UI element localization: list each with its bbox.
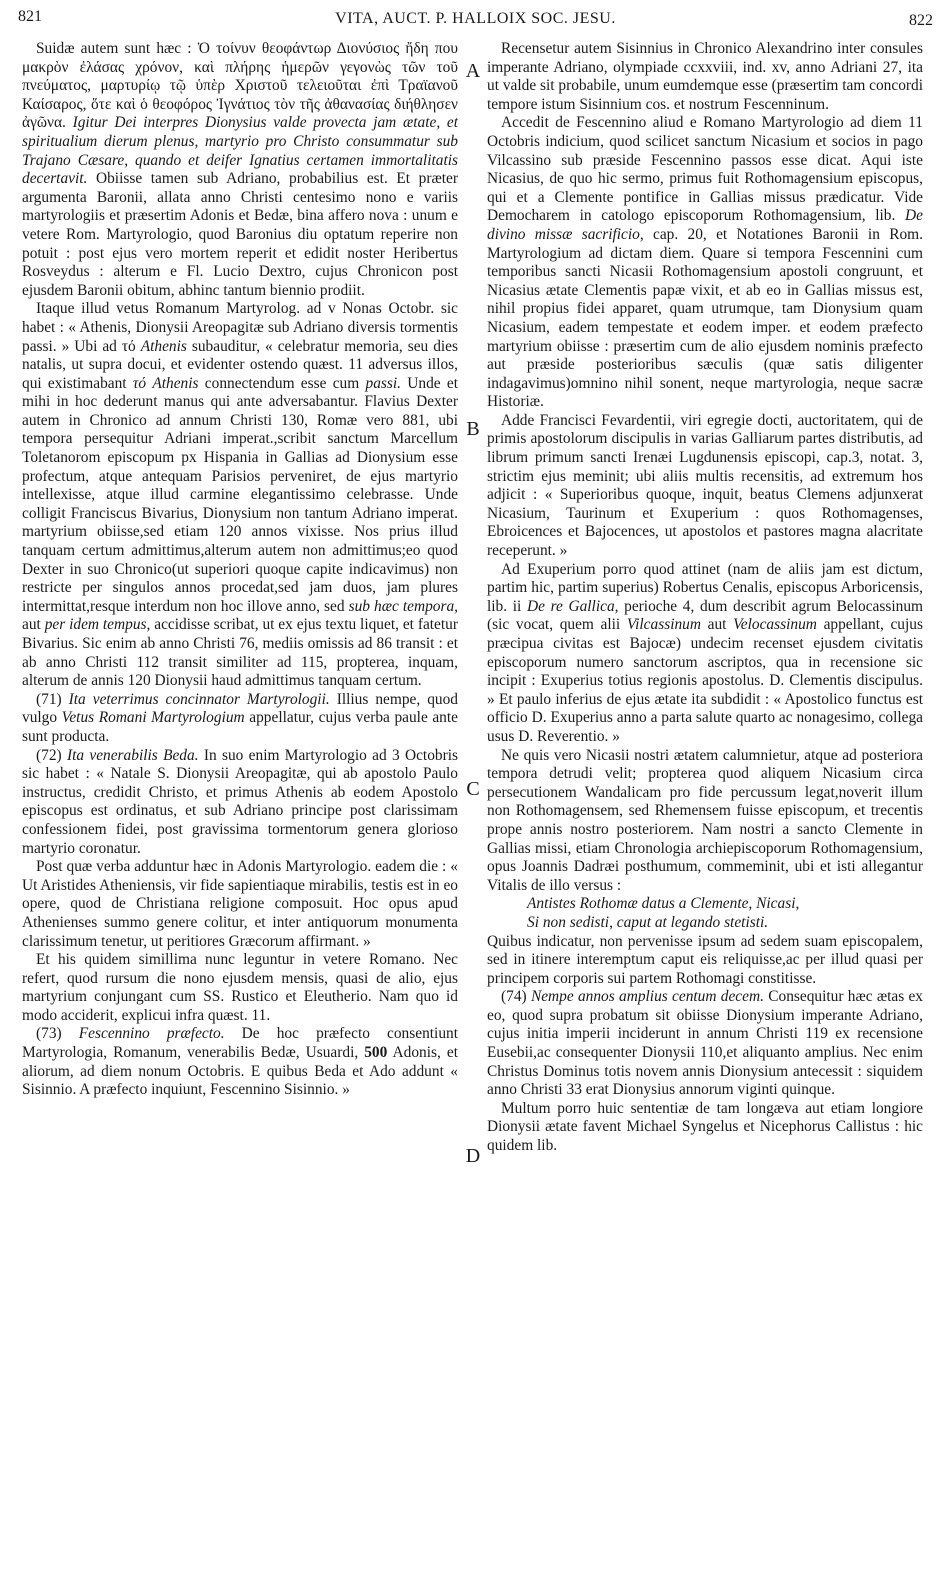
text-span: aut: [22, 616, 41, 634]
paragraph: Post quæ verba adduntur hæc in Adonis Martyrologio. eadem die : « Ut Aristides Atheniensis, vir fide sapientiaque mirabilis, testis est in eo opere, quod de Christiana religione composuit. Hoc opus apud Athenienses summo genere colitur, et inter antiquorum monumenta clarissimum tenetur, ut peritiores Græcorum affirmant. »: [22, 858, 458, 950]
note-73: [22, 1025, 458, 1099]
note-71: [22, 691, 458, 747]
italic-text: τό Athenis: [132, 374, 199, 392]
margin-letter-b: B: [466, 418, 480, 440]
paragraph: Adde Francisci Fevardentii, viri egregie docti, auctoritatem, qui de primis apostolorum discipulis in varias Galliarum partes distributis, ad librum primum sancti Irenæi Lugdunensis episcopi, cap.3, notat. 3, strictim ejus meminit; ubi aliis multis recensitis, ad extremum hos adjicit : « Superioribus quoque, inquit, beatus Clemens adjunxerat Nicasium, Taurinum et Exuperium : quos Rothomagenses, Ebroicences et Bajocences, ut apostolos et pastores magna alacritate receperunt. »: [487, 411, 923, 560]
margin-letter-d: D: [465, 1145, 481, 1167]
text-span: Unde et mihi in hoc dederunt manus qui ante adversabantur. Flavius Dexter autem in Chronico ad annum Christi 130, Romæ vero 881, ubi tempora persequitur Adriani imperat.,scribit sanctum Marcellum Toletanorom episcopum px Hispania in Gallias ad Dionysium esse profectum, atque antequam Parisios perveniret, de ejus martyrio intellexisse, atque illud carmine elegantissimo celebrasse. Unde colligit Franciscus Bivarius, Dionysium non tantum Adriano imperat. martyrium obiisse,sed etiam 120 annos vixisse. Nos prius illud tanquam certum admittimus,alterum autem non admittimus;eo quod Dexter in suo Chronico(ut superiori quoque capite indicavimus) non restricte per singulos annos procedat,sed jam duos, jam plures intermittat,resque interdum non hoc illove anno, sed: [22, 374, 458, 615]
italic-text: De divino missæ sacrificio,: [487, 207, 923, 243]
note-number: (72): [36, 746, 62, 764]
italic-text: Vetus Romani Martyrologium: [61, 709, 245, 727]
paragraph: Et his quidem simillima nunc leguntur in vetere Romano. Nec refert, quod rursum die nono ejusdem mensis, quasi de alio, ejus martyrium conjungant cum SS. Rustico et Eleutherio. Nam quo id modo acciderit, explicui infra quæst. 11.: [22, 951, 458, 1024]
margin-letter-a: A: [465, 60, 481, 82]
text-span: Itaque illud vetus Romanum Martyrolog. ad v Nonas Octobr. sic habet : « Athenis, Dionysii Areopagitæ sub Adriano diversis tormentis passi. » Ubi ad τό: [22, 300, 458, 355]
note-number: (73): [36, 1025, 62, 1043]
text-span: Consequitur hæc ætas ex eo, quod supra probatum sit obiisse Dionysium imperante Adriano, cujus initia imperii inciderunt in annum Christi 119 ex recensione Eusebii,ac consequenter Dionysii 110,et aliquanto amplius. Nec enim Christus Dominus totis novem annis Dionysium antecessit : siquidem anno Christi 33 erat Dionysius annorum viginti quinque.: [487, 988, 923, 1099]
paragraph: Quibus indicatur, non pervenisse ipsum ad sedem suam episcopalem, sed in itinere interemptum caput eis reliquisse,ac per illud quasi per principem corporis sui partem Rothomagi constitisse.: [487, 932, 923, 987]
text-span: Illius nempe, quod vulgo: [22, 690, 458, 727]
page-number-left: 821: [18, 8, 42, 25]
note-lemma: Ita venerabilis Beda.: [66, 746, 199, 764]
paragraph-text: Obiisse tamen sub Adriano, probabilius est. Et præter argumenta Baronii, allata anno Christi centesimo nono e variis martyrologiis et præsertim Adonis et Bedæ, bina affero nova : unum e vetere Rom. Martyrologio, quod Baronius diu optatum reperire non potuit : post ejus vero mortem reperit et edidit noster Heribertus Rosveydus : alterum e Fl. Lucio Dextro, cujus Chronicon post ejusdem Baronii obitum, abhinc tantum biennio prodiit.: [22, 170, 458, 299]
page-number-right: 822: [909, 12, 933, 29]
italic-text: per idem tempus,: [44, 616, 151, 634]
text-span: In suo enim Martyrologio ad 3 Octobris sic habet : « Natale S. Dionysii Areopagitæ, qui ab apostolo Paulo instructus, credidit Christo, et primus Athenis ab eodem Apostolo episcopus est ordinatus, et sub Adriano principe post clarissimam confessionem fidei, post gravissima tormentorum genera glorioso martyrio coronatur.: [22, 746, 458, 857]
text-span: aut: [707, 616, 727, 634]
bold-marginal-number: 500: [364, 1044, 388, 1062]
text-span: connectendum esse cum: [204, 374, 360, 392]
margin-letter-c: C: [466, 778, 480, 800]
note-74: [487, 988, 923, 1100]
text-span: appellatur, cujus verba paule ante sunt producta.: [22, 709, 458, 745]
italic-text: Vilcassinum: [626, 616, 701, 634]
running-header: [18, 8, 933, 36]
italic-text: De re Gallica,: [526, 597, 619, 615]
verse-line: Antistes Rothomæ datus a Clemente, Nicasi,: [527, 895, 800, 913]
text-span: Adonis, et aliorum, ad diem nonum Octobris. E quibus Beda et Ado addunt « Sisinnio. A præfecto inquiunt, Fescennino Sisinnio. »: [22, 1044, 458, 1099]
note-lemma: Ita veterrimus concinnator Martyrologii.: [68, 690, 330, 708]
paragraph: Multum porro huic sententiæ de tam longæva aut etiam longiore Dionysii ætate favent Michael Syngelus et Nicephorus Callistus : hic quidem lib.: [487, 1099, 923, 1155]
italic-text: Athenis: [140, 337, 187, 355]
italic-text: passi.: [365, 374, 401, 392]
running-title: VITA, AUCT. P. HALLOIX SOC. JESU.: [335, 10, 616, 27]
text-span: Accedit de Fescennino aliud e Romano Martyrologio ad diem 11 Octobris indicium, quod scilicet sanctum Nicasium et socios in pago Vilcassino sub præside Fescennino passos esse dicat. Aqui iste Nicasius, de quo hic sermo, primus fuit Rothomagensium episcopus, qui et a Clemente pontifice in Gallias missus prædicatur. Vide Democharem in catologo episcoporum Rothomagensium, lib.: [487, 114, 923, 225]
paragraph: Ne quis vero Nicasii nostri ætatem calumnietur, atque ad posteriora tempora detrudi velit; propterea quod aliquem Nicasium circa persecutionem Wandalicam pro fide percussum legat,noverit illum non Rothomagensem, sed Rhemensem fuisse episcopum, et trecentis prope annis nostro posteriorem. Nam nostri a sancto Clemente in Gallias missi, etiam Chronologia archiepiscoporum Rothomagensium, opus Joannis Dadræi posthumum, commeminit, ubi et isti allegantur Vitalis de illo versus :: [487, 746, 923, 894]
italic-text: sub hæc tempora,: [348, 597, 458, 615]
note-lemma: Nempe annos amplius centum decem.: [530, 988, 764, 1006]
italic-text: Velocassinum: [733, 616, 817, 634]
note-lemma: Fescennino præfecto.: [78, 1025, 225, 1043]
right-column: [487, 40, 923, 1564]
paragraph: [487, 561, 923, 747]
note-number: (74): [501, 988, 527, 1006]
paragraph: [487, 114, 923, 412]
text-span: subauditur, « celebratur memoria, seu dies natalis, ut supra docui, et evidenter ostendo quæst. 11 adversus illos, qui existimabant: [22, 337, 458, 392]
paragraph: Recensetur autem Sisinnius in Chronico Alexandrino inter consules imperante Adriano, olympiade ccxxviii, ind. xv, anno Adriani 27, ita ut valde sit probabile, unum eumdemque esse (præsertim tam concordi tempore istum Sisinnium cos. et nostrum Fescenninum.: [487, 40, 923, 113]
note-number: (71): [36, 690, 62, 708]
text-span: appellant, cujus præcipua civitas est Bajocæ) undecim recenset ejusdem civitatis episcoporum numero sanctorum ascriptos, qua in recensione sic incipit : Exuperius totius regionis apostolus. D. Clementis discipulus. » Et paulo inferius de ejus ætate ita subdidit : « Apostolico functus est officio D. Exuperius anno a parta salute quarto ac nonagesimo, collega usus D. Reverentio. »: [487, 616, 923, 745]
text-span: De hoc præfecto consentiunt Martyrologia, Romanum, venerabilis Bedæ, Usuardi,: [22, 1025, 458, 1062]
text-span: perioche 4, dum describit agrum Belocassinum (sic vocat, quem alii: [487, 597, 923, 634]
verse-line: Si non sedisti, caput at legando stetisti.: [527, 913, 769, 931]
text-span: accidisse scribat, ut ex ejus textu liquet, et fatetur Bivarius. Sic enim ab anno Christi 76, mediis omissis ad 86 transit : et ab anno Christi 112 transit similiter ad 115, propterea, inquam, alterum de annis 120 Dionysii haud admittimus tanquam certum.: [22, 616, 458, 690]
paragraph: [22, 40, 458, 300]
paragraph: [22, 300, 458, 690]
text-span: Ad Exuperium porro quod attinet (nam de aliis jam est dictum, partim hic, partim superius) Robertus Cenalis, episcopus Arboricensis, lib. ii: [487, 560, 923, 615]
italic-translation: Igitur Dei interpres Dionysius valde provecta jam ætate, et spiritualium dierum plenus, martyrio pro Christo consummatur sub Trajano Cæsare, quando et deifer Ignatius certamen immortalitatis decertavit.: [22, 114, 458, 188]
left-column: [22, 40, 458, 1564]
note-72: [22, 747, 458, 859]
text-span: cap. 20, et Notationes Baronii in Rom. Martyrologium ad dictam diem. Quare si tempora Fescennini cum temporibus sancti Nicasii Rothomagensium apostoli congruunt, et Nicasius ætate Clementis papæ vixit, et ab eo in Gallias missus est, nihil propius fidei apparet, quam utrumque, tam Dionysium quam Nicasium, eadem tempestate et eodem imper. et eodem præfecto martyrium obiisse : præsertim cum de alio ejusdem nominis præfecto aut præside posterioribus sæculis (quæ satis diligenter indagavimus)omnino nihil sonent, neque martyrologia, neque sacræ Historiæ.: [487, 225, 923, 411]
greek-quotation: Suidæ autem sunt hæc : Ὁ τοίνυν θεοφάντωρ Διονύσιος ἤδη που μακρὸν ἐλάσας χρόνον, καὶ πλήρης ἡμερῶν γεγονὼς τῶν τοῦ πνεύματος, μαρτυρίῳ τῷ ὑπὲρ Χριστοῦ τελειοῦται ἐπὶ Τραϊανοῦ Καίσαρος, ὅτε καὶ ὁ θεοφόρος Ἰγνάτιος τὸν τῆς ἀθανασίας διήθλησεν ἀγῶνα.: [22, 40, 458, 132]
